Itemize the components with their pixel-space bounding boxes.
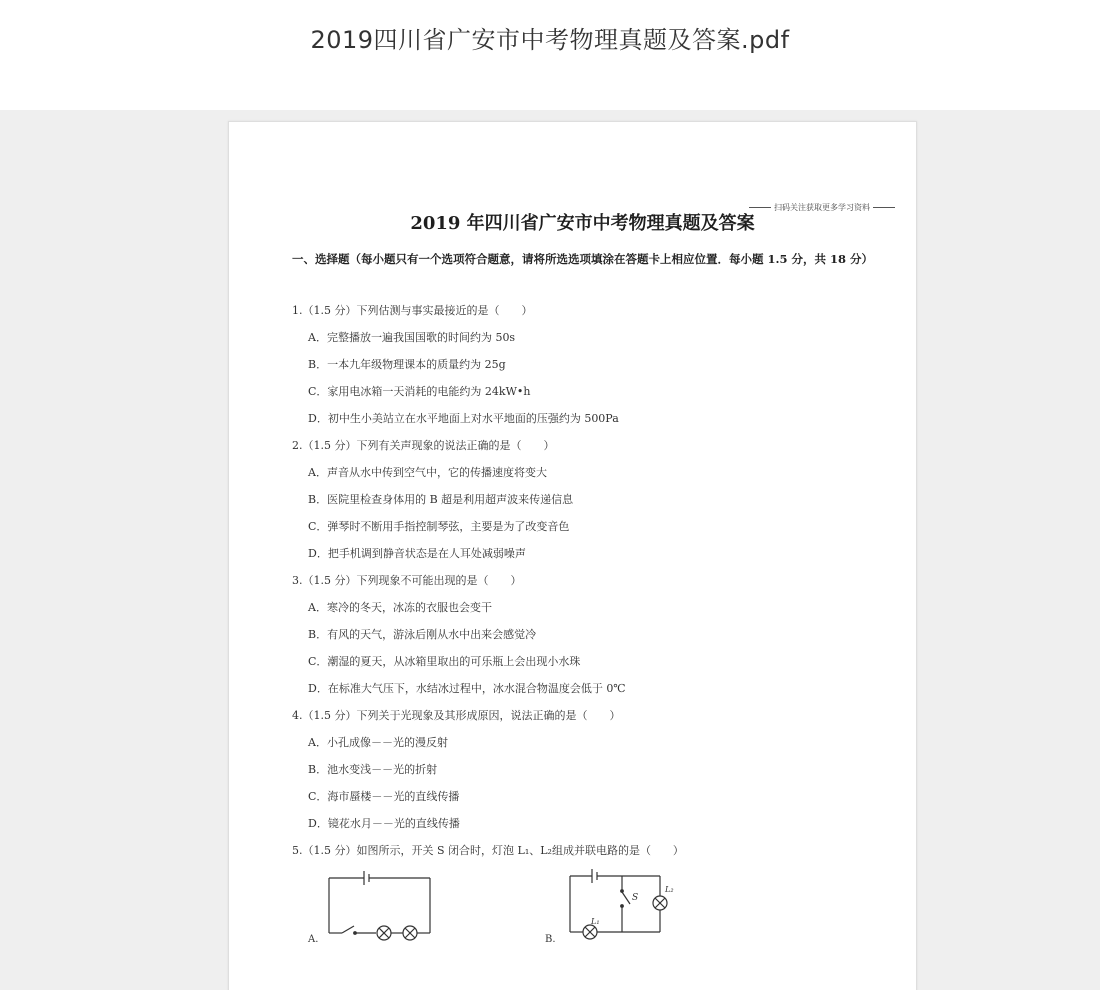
question-3-stem: 3.（1.5 分）下列现象不可能出现的是（ ） <box>292 574 522 587</box>
pdf-page <box>228 121 917 990</box>
question-2-option-c: C．弹琴时不断用手指控制琴弦，主要是为了改变音色 <box>308 520 570 533</box>
file-title: 2019四川省广安市中考物理真题及答案.pdf <box>310 26 790 54</box>
watermark-rule-right <box>873 207 895 208</box>
question-1-stem: 1.（1.5 分）下列估测与事实最接近的是（ ） <box>292 304 533 317</box>
question-4-stem: 4.（1.5 分）下列关于光现象及其形成原因，说法正确的是（ ） <box>292 709 621 722</box>
question-2-option-b: B．医院里检查身体用的 B 超是利用超声波来传递信息 <box>308 493 574 506</box>
circuit-b-switch-label: S <box>632 893 639 903</box>
question-2-stem: 2.（1.5 分）下列有关声现象的说法正确的是（ ） <box>292 439 555 452</box>
question-3-option-b: B．有风的天气，游泳后刚从水中出来会感觉冷 <box>308 628 537 641</box>
watermark-text: 扫码关注获取更多学习资料 <box>746 202 898 213</box>
question-4-option-b: B．池水变浅－－光的折射 <box>308 763 438 776</box>
question-3-option-c: C．潮湿的夏天，从冰箱里取出的可乐瓶上会出现小水珠 <box>308 655 581 668</box>
section-heading: 一、选择题（每小题只有一个选项符合题意，请将所选选项填涂在答题卡上相应位置．每小题 1.5 分，共 18 分） <box>292 252 874 266</box>
circuit-b-drawing <box>567 866 697 944</box>
circuit-diagram-b <box>567 866 697 944</box>
circuit-b-label: B. <box>545 934 556 945</box>
question-1-option-a: A．完整播放一遍我国国歌的时间约为 50s <box>308 331 516 344</box>
file-header <box>0 0 1100 110</box>
circuit-diagram-a <box>324 870 439 945</box>
question-1-option-d: D．初中生小美站立在水平地面上对水平地面的压强约为 500Pa <box>308 412 619 425</box>
question-5-stem: 5.（1.5 分）如图所示，开关 S 闭合时，灯泡 L₁、L₂组成并联电路的是（ ） <box>292 844 684 857</box>
question-4-option-c: C．海市蜃楼－－光的直线传播 <box>308 790 460 803</box>
circuit-b-lamp-l1-label: L₁ <box>591 917 600 926</box>
circuit-a-drawing <box>324 870 439 945</box>
watermark-rule-left <box>749 207 771 208</box>
question-3-option-a: A．寒冷的冬天，冰冻的衣服也会变干 <box>308 601 492 614</box>
question-1-option-b: B．一本九年级物理课本的质量约为 25g <box>308 358 506 371</box>
scanned-exam-page <box>229 122 916 990</box>
question-4-option-a: A．小孔成像－－光的漫反射 <box>308 736 448 749</box>
question-1-option-c: C．家用电冰箱一天消耗的电能约为 24kW•h <box>308 385 531 398</box>
circuit-a-label: A. <box>308 934 319 945</box>
pdf-viewer[interactable] <box>0 110 1100 990</box>
question-2-option-d: D．把手机调到静音状态是在人耳处减弱噪声 <box>308 547 526 560</box>
circuit-b-lamp-l2-label: L₂ <box>665 885 674 894</box>
question-3-option-d: D．在标准大气压下，水结冰过程中，冰水混合物温度会低于 0℃ <box>308 682 626 695</box>
question-4-option-d: D．镜花水月－－光的直线传播 <box>308 817 460 830</box>
question-2-option-a: A．声音从水中传到空气中，它的传播速度将变大 <box>308 466 547 479</box>
document-title: 2019 年四川省广安市中考物理真题及答案 <box>410 213 755 234</box>
